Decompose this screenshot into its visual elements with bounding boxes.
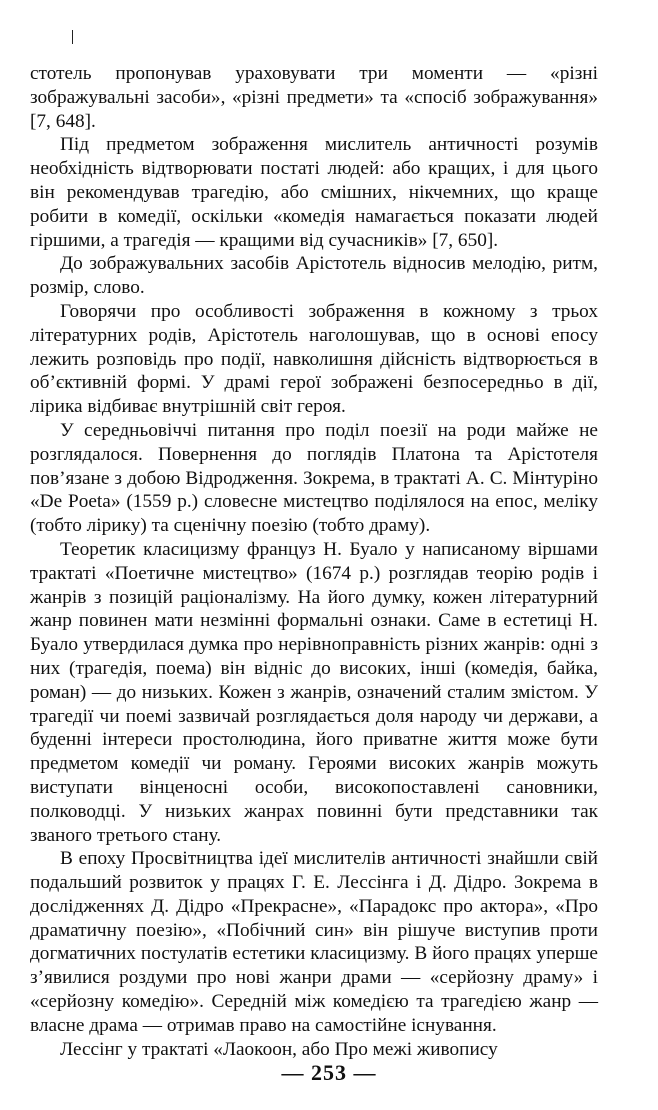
page-number: — 253 — [281,1060,377,1085]
paragraph-4: Говорячи про особливості зображення в кожному з трьох літературних родів, Арістотель наголошував, що в основі епосу лежить розповідь про події, навколишня дійсність відтворюється в об’єктивній формі. У драмі герої зображені безпосередньо в дії, лірика відбиває внутрішній світ героя. [30,300,598,418]
paragraph-3: До зображувальних засобів Арістотель відносив мелодію, ритм, розмір, слово. [30,253,598,299]
page-body [30,62,598,1061]
paragraph-2: Під предметом зображення мислитель античності розумів необхідність відтворювати постаті людей: або кращих, і для цього він рекомендував трагедію, або смішних, нікчемних, що краще робити в комедії, оскільки «комедія намагається показати людей гіршими, а трагедія — кращими від сучасників» [7, 650]. [30,134,598,251]
paragraph-1: стотель пропонував ураховувати три моменти — «різні зображувальні засоби», «різні предмети» та «спосіб зображування» [7, 648]. [30,63,598,132]
paragraph-5: У середньовіччі питання про поділ поезії на роди майже не розглядалося. Повернення до поглядів Платона та Арістотеля пов’язане з добою Відродження. Зокрема, в трактаті А. С. Мінтуріно «De Poeta» (1559 р.) словесне мистецтво поділялося на епос, меліку (тобто лірику) та сценічну поезію (тобто драму). [30,419,598,537]
paragraph-6: Теоретик класицизму француз Н. Буало у написаному віршами трактаті «Поетичне мистецтво» (1674 р.) розглядав теорію родів і жанрів з позицій раціоналізму. На його думку, кожен літературний жанр повинен мати незмінні формальні ознаки. Саме в естетиці Н. Буало утвердилася думка про нерівноправність різних жанрів: одні з них (трагедія, поема) він відніс до високих, інші (комедія, байка, роман) — до низьких. Кожен з жанрів, означений сталим змістом. У трагедії чи поемі зазвичай розглядається доля народу чи держави, а буденні інтереси простолюдина, його приватне життя може бути предметом комедії чи роману. Героями високих жанрів можуть виступати вінценосні особи, високопоставлені сановники, полководці. У низьких жанрах повинні бути представники так званого третього стану. [30,538,598,846]
paragraph-8: Лессінг у трактаті «Лаокоон, або Про межі живопису [60,1038,498,1060]
paragraph-7: В епоху Просвітництва ідеї мислителів античності знайшли свій подальший розвиток у працях Г. Е. Лессінга і Д. Дідро. Зокрема в дослідженнях Д. Дідро «Прекрасне», «Парадокс про актора», «Про драматичну поезію», «Побічний син» він рішуче виступив проти догматичних постулатів естетики класицизму. В його працях уперше з’явилися роздуми про нові жанри драми — «серйозну драму» і «серйозну комедію». Середній між комедією та трагедією жанр — власне драма — отримав право на самостійне існування. [30,848,598,1036]
margin-mark [72,30,73,44]
